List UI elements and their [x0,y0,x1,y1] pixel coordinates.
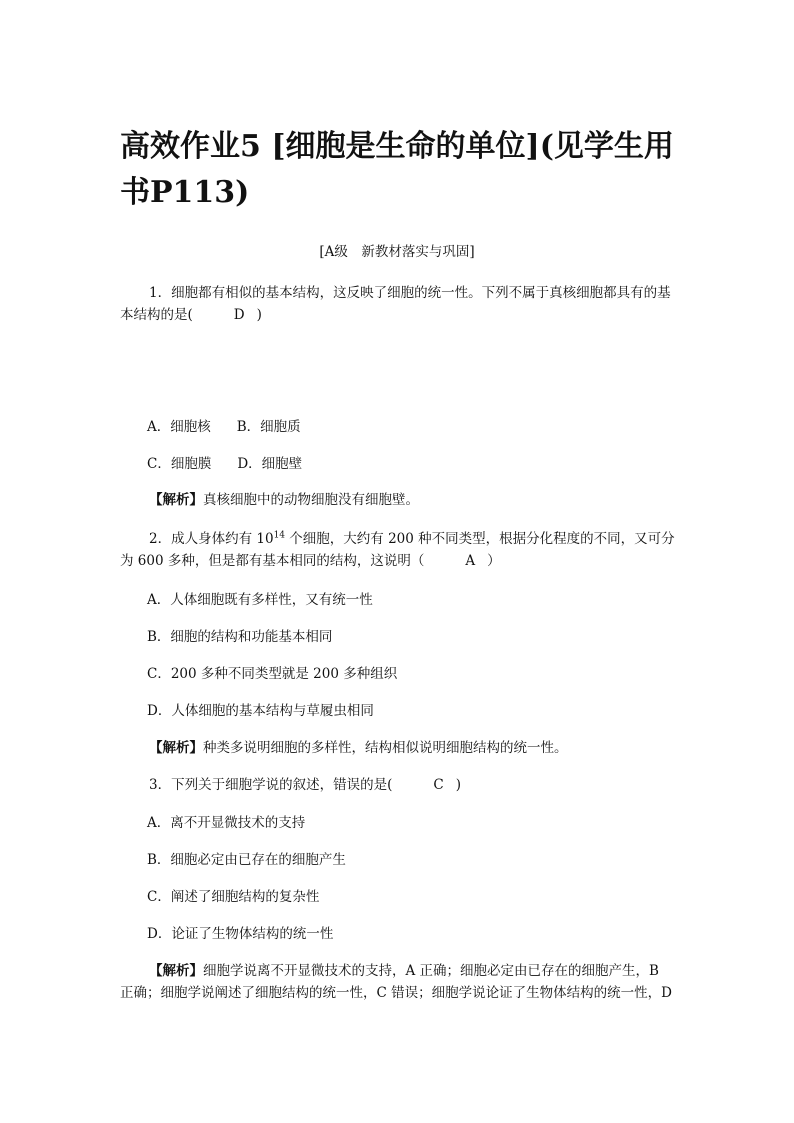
question-2-text-b: 个细胞，大约有 200 种不同类型，根据分化程度的不同，又可分为 600 多种，但是都有基本相同的结构，这说明（ [120,531,675,569]
question-3-close: ) [455,777,461,793]
question-2-text-a: 2．成人身体约有 10 [149,531,274,547]
question-2-answer: A [465,553,476,569]
analysis-tag: 【解析】 [149,963,203,979]
option: B．细胞质 [236,419,301,435]
question-1-answer: D [233,307,245,323]
option: B．细胞的结构和功能基本相同 [147,629,333,645]
analysis-3 [120,960,676,1004]
analysis-2 [120,737,676,759]
analysis-tag: 【解析】 [149,740,203,756]
section-heading: [A级 新教材落实与巩固] [319,244,475,260]
analysis-text: 种类多说明细胞的多样性，结构相似说明细胞结构的统一性。 [203,740,568,756]
option: D．人体细胞的基本结构与草履虫相同 [147,703,374,719]
option: A．细胞核 [147,419,211,435]
analysis-text: 细胞学说离不开显微技术的支持，A 正确；细胞必定由已存在的细胞产生，B 正确；细胞学说阐述了细胞结构的统一性，C 错误；细胞学说论证了生物体结构的统一性，D [120,963,672,1001]
option: C．阐述了细胞结构的复杂性 [147,889,320,905]
question-3-answer: C [433,777,444,793]
analysis-text: 真核细胞中的动物细胞没有细胞壁。 [203,492,419,508]
question-1-text: 1．细胞都有相似的基本结构，这反映了细胞的统一性。下列不属于真核细胞都具有的基本结构的是( [120,285,671,323]
exponent: 14 [273,530,286,541]
option: C．200 多种不同类型就是 200 多种组织 [147,666,398,682]
question-2 [120,528,676,572]
option: D．论证了生物体结构的统一性 [147,926,334,942]
question-1-options-row-2 [147,454,302,474]
option: A．离不开显微技术的支持 [147,815,306,831]
option: D．细胞壁 [237,456,303,472]
option: A．人体细胞既有多样性，又有统一性 [147,592,373,608]
question-2-close: ） [487,553,501,569]
question-1 [120,282,676,326]
question-1-options-row-1 [147,417,301,437]
question-1-close: ) [256,307,262,323]
question-3-text: 3．下列关于细胞学说的叙述，错误的是( [149,777,393,793]
analysis-tag: 【解析】 [149,492,203,508]
option: B．细胞必定由已存在的细胞产生 [147,852,346,868]
analysis-1 [120,489,676,511]
question-3 [120,774,676,796]
page-title: 高效作业5 [细胞是生命的单位](见学生用书P113) [120,129,674,210]
option: C．细胞膜 [147,456,212,472]
